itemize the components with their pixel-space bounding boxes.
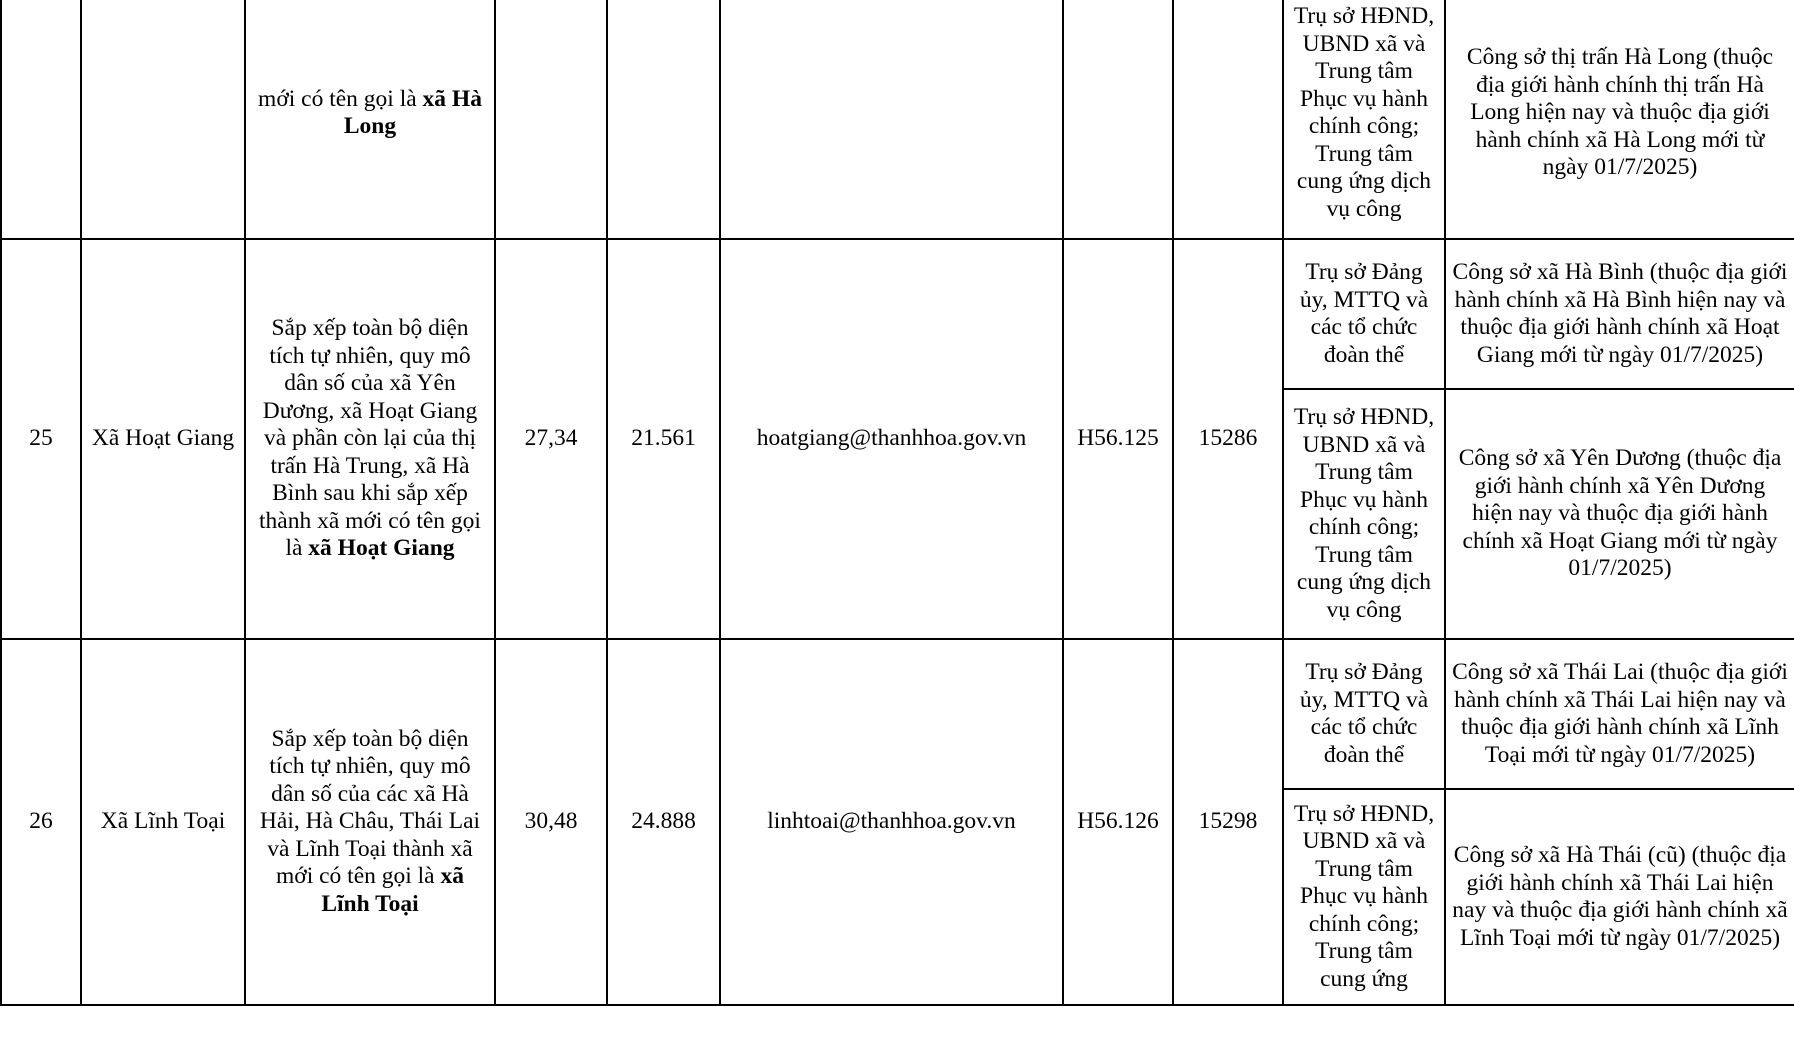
new-commune-name: xã Hà Long [343, 85, 482, 139]
stt-cell: 25 [1, 239, 81, 639]
merger-plan-text: mới có tên gọi là [258, 85, 417, 112]
merger-plan-text: Sắp xếp toàn bộ diện tích tự nhiên, quy mô dân số của xã Yên Dương, xã Hoạt Giang và phần còn lại của thị trấn Hà Trung, xã Hà Bình sau khi sắp xếp thành xã mới có tên gọi là [259, 315, 481, 562]
office-type-cell: Trụ sở HĐND, UBND xã và Trung tâm Phục vụ hành chính công; Trung tâm cung ứng dịch vụ công [1283, 389, 1445, 639]
office-location-cell: Công sở xã Yên Dương (thuộc địa giới hành chính xã Yên Dương hiện nay và thuộc địa giới hành chính xã Hoạt Giang mới từ ngày 01/7/2025) [1445, 389, 1794, 639]
merger-plan-cell [245, 639, 495, 1005]
new-commune-name: xã Hoạt Giang [308, 535, 455, 562]
zip-cell: 15298 [1173, 639, 1283, 1005]
office-location-cell: Công sở thị trấn Hà Long (thuộc địa giới hành chính thị trấn Hà Long hiện nay và thuộc địa giới hành chính xã Hà Long mới từ ngày 01/7/2025) [1445, 0, 1794, 239]
email-cell: hoatgiang@thanhhoa.gov.vn [720, 239, 1063, 639]
new-commune-name: xã Lĩnh Toại [321, 863, 464, 917]
commune-name-cell: Xã Lĩnh Toại [81, 639, 245, 1005]
zip-cell [1173, 0, 1283, 239]
area-cell [495, 0, 607, 239]
table-row [1, 639, 1794, 789]
office-location-cell: Công sở xã Thái Lai (thuộc địa giới hành chính xã Thái Lai hiện nay và thuộc địa giới hành chính xã Lĩnh Toại mới từ ngày 01/7/2025) [1445, 639, 1794, 789]
office-type-cell: Trụ sở Đảng ủy, MTTQ và các tổ chức đoàn thể [1283, 639, 1445, 789]
merger-plan-text: Sắp xếp toàn bộ diện tích tự nhiên, quy mô dân số của các xã Hà Hải, Hà Châu, Thái Lai và Lĩnh Toại thành xã mới có tên gọi là [259, 725, 481, 890]
table-row [1, 0, 1794, 239]
email-cell: linhtoai@thanhhoa.gov.vn [720, 639, 1063, 1005]
area-cell: 27,34 [495, 239, 607, 639]
population-cell: 24.888 [607, 639, 720, 1005]
stt-cell [1, 0, 81, 239]
stt-cell: 26 [1, 639, 81, 1005]
population-cell [607, 0, 720, 239]
population-cell: 21.561 [607, 239, 720, 639]
commune-name-cell: Xã Hoạt Giang [81, 239, 245, 639]
code-cell [1063, 0, 1173, 239]
code-cell: H56.126 [1063, 639, 1173, 1005]
office-location-cell: Công sở xã Hà Thái (cũ) (thuộc địa giới hành chính xã Thái Lai hiện nay và thuộc địa giới hành chính xã Lĩnh Toại mới từ ngày 01/7/2025) [1445, 789, 1794, 1005]
office-type-cell: Trụ sở Đảng ủy, MTTQ và các tổ chức đoàn thể [1283, 239, 1445, 389]
office-type-cell: Trụ sở HĐND, UBND xã và Trung tâm Phục vụ hành chính công; Trung tâm cung ứng dịch vụ công [1283, 0, 1445, 239]
commune-name-cell [81, 0, 245, 239]
zip-cell: 15286 [1173, 239, 1283, 639]
area-cell: 30,48 [495, 639, 607, 1005]
table-row [1, 239, 1794, 389]
office-type-cell: Trụ sở HĐND, UBND xã và Trung tâm Phục vụ hành chính công; Trung tâm cung ứng [1283, 789, 1445, 1005]
code-cell: H56.125 [1063, 239, 1173, 639]
office-location-cell: Công sở xã Hà Bình (thuộc địa giới hành chính xã Hà Bình hiện nay và thuộc địa giới hành chính xã Hoạt Giang mới từ ngày 01/7/2025) [1445, 239, 1794, 389]
merger-plan-cell [245, 239, 495, 639]
email-cell [720, 0, 1063, 239]
merger-plan-cell [245, 0, 495, 239]
